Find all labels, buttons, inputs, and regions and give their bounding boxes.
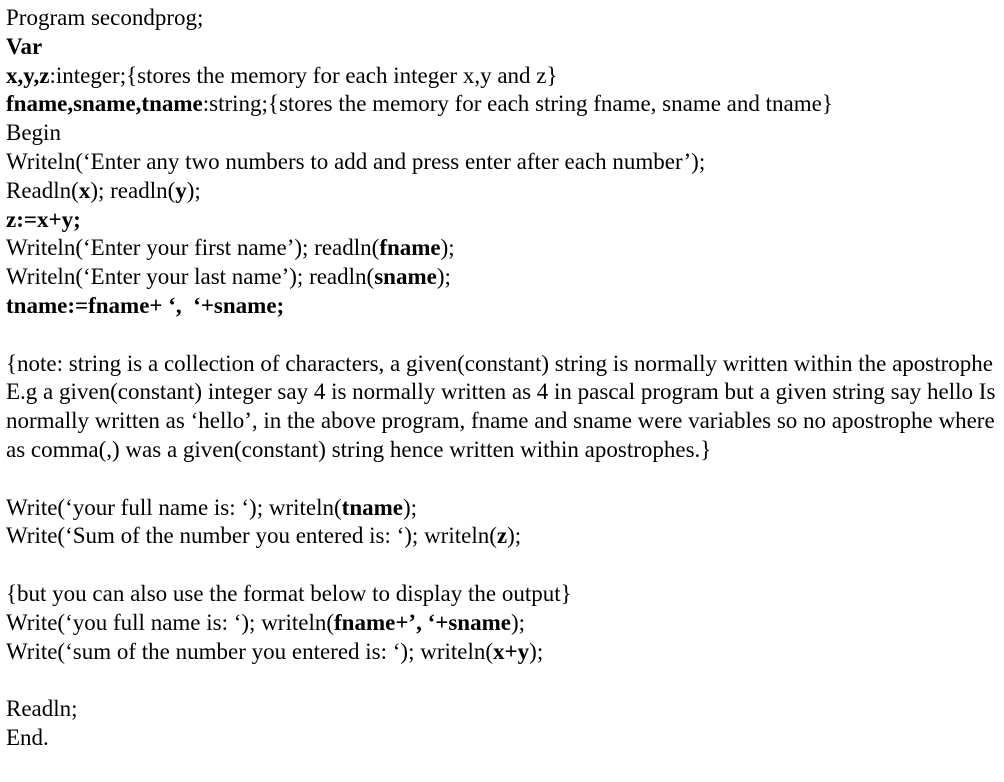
- last-name-prompt-line: [6, 263, 1004, 292]
- sum-assignment-line: [6, 206, 1004, 235]
- readln-variable-y: y: [175, 177, 187, 203]
- blank-line: [6, 551, 1004, 580]
- write-full-name-line: [6, 494, 1004, 523]
- readln-variable-x: x: [78, 177, 91, 203]
- first-name-variable: fname: [379, 235, 441, 261]
- readln-part-a: Readln(: [6, 177, 79, 203]
- program-header-line: Program secondprog;: [6, 5, 204, 30]
- write-sum-line: [6, 522, 1004, 551]
- alternative-format-comment: {but you can also use the format below to display the output}: [6, 580, 572, 606]
- string-declaration-rest: :string;{stores the memory for each string fname, sname and tname}: [202, 91, 833, 117]
- sum-assignment: z:=x+y;: [6, 206, 81, 232]
- alt-write-full-name-end: );: [510, 609, 526, 635]
- note-paragraph: {note: string is a collection of characters, a given(constant) string is normally written within the apostrophe E.g a given(constant) integer say 4 is normally written as 4 in pascal program but a given string say hello Is normally written as ‘hello’, in the above program, fname and sname were variables so no apostrophe where as comma(,) was a given(constant) string hence written within apostrophes.}: [6, 350, 996, 462]
- end-line: End.: [6, 724, 49, 750]
- tname-assignment-line: [6, 292, 1004, 321]
- write-full-name-end: );: [402, 494, 418, 520]
- readln-part-b: ); readln(: [90, 177, 176, 203]
- writeln-numbers-prompt-line: Writeln(‘Enter any two numbers to add and press enter after each number’);: [6, 148, 706, 174]
- readln-line: Readln;: [6, 696, 78, 722]
- write-sum-end: );: [507, 523, 522, 549]
- alt-write-sum-end: );: [529, 638, 544, 664]
- alt-write-full-name-text: Write(‘you full name is: ‘); writeln(: [6, 609, 334, 635]
- write-full-name-variable: tname: [341, 494, 403, 520]
- alt-write-sum-line: [6, 638, 1004, 667]
- last-name-prompt-end: );: [436, 264, 451, 290]
- alt-write-full-name-line: [6, 609, 1004, 638]
- blank-line: [6, 666, 1004, 695]
- alt-write-full-name-expression: fname+’, ‘+sname: [334, 609, 511, 635]
- write-sum-text: Write(‘Sum of the number you entered is: ‘); writeln(: [6, 523, 497, 549]
- first-name-prompt-end: );: [440, 235, 455, 261]
- blank-line: [6, 465, 1004, 494]
- write-full-name-text: Write(‘your full name is: ‘); writeln(: [6, 494, 342, 520]
- readln-numbers-line: [6, 177, 1004, 206]
- alt-write-sum-expression: x+y: [493, 638, 530, 664]
- write-sum-variable: z: [496, 523, 508, 549]
- blank-line: [6, 321, 1004, 350]
- var-keyword: Var: [6, 33, 43, 59]
- string-variable-names: fname,sname,tname: [6, 91, 203, 117]
- string-declaration-line: [6, 90, 1004, 119]
- first-name-prompt-line: [6, 234, 1004, 263]
- first-name-prompt-text: Writeln(‘Enter your first name’); readln(: [6, 235, 380, 261]
- begin-line: Begin: [6, 120, 61, 146]
- tname-assignment: tname:=fname+ ‘, ‘+sname;: [6, 292, 285, 318]
- integer-variable-names: x,y,z: [6, 62, 50, 88]
- var-keyword-line: [6, 33, 1004, 62]
- alt-write-sum-text: Write(‘sum of the number you entered is: ‘); writeln(: [6, 638, 494, 664]
- last-name-prompt-text: Writeln(‘Enter your last name’); readln(: [6, 264, 375, 290]
- integer-declaration-line: [6, 62, 1004, 91]
- integer-declaration-rest: :integer;{stores the memory for each integer x,y and z}: [49, 62, 558, 88]
- readln-part-c: );: [186, 177, 201, 203]
- last-name-variable: sname: [374, 264, 437, 290]
